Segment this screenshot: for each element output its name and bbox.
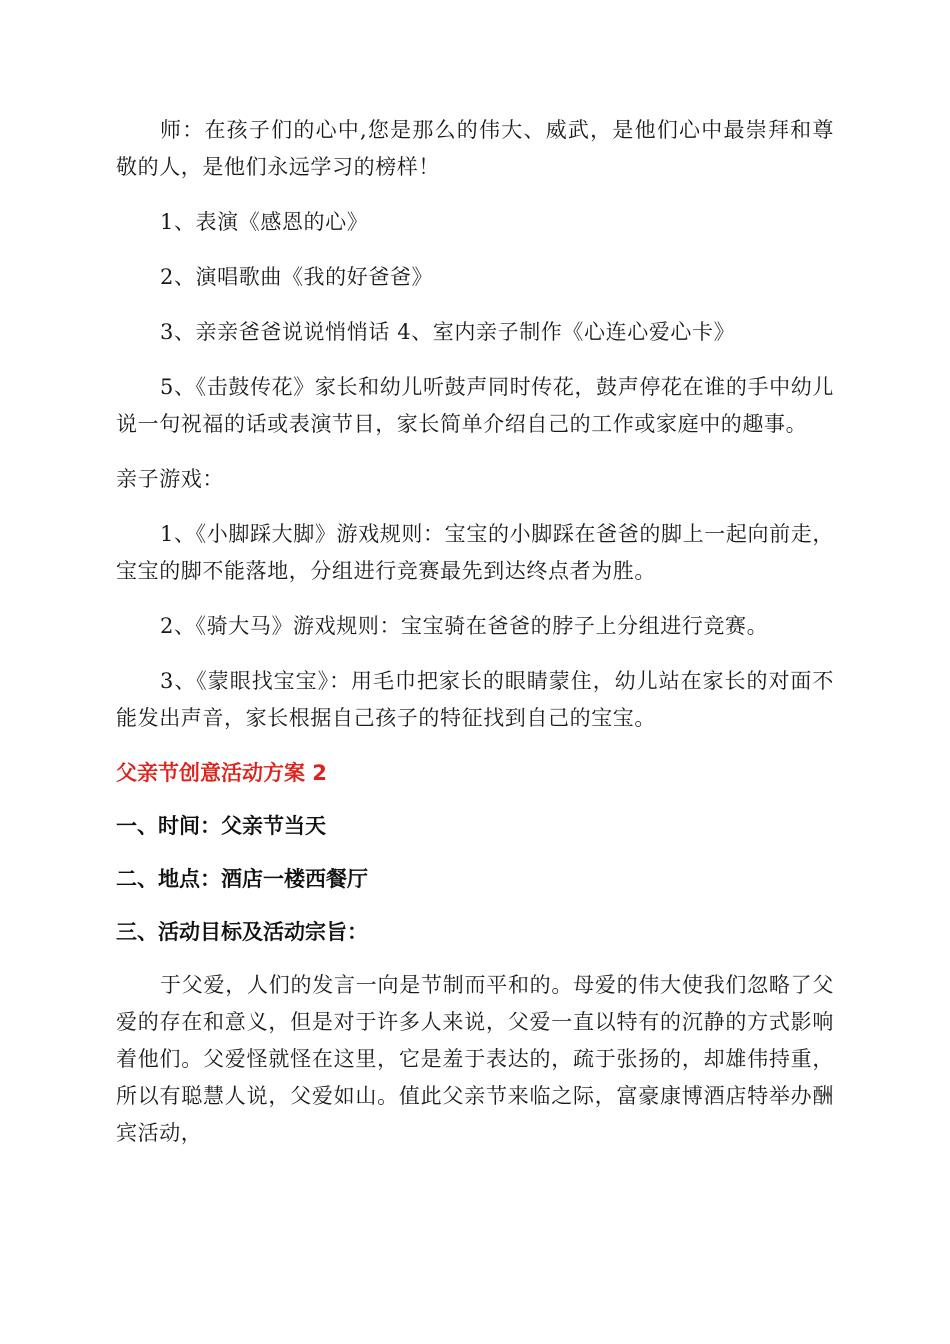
plan-item-goals: 三、活动目标及活动宗旨： bbox=[116, 920, 368, 944]
plan-item-location: 二、地点：酒店一楼西餐厅 bbox=[116, 867, 368, 891]
program-item-2: 2、演唱歌曲《我的好爸爸》 bbox=[160, 265, 434, 289]
plan-title: 父亲节创意活动方案 2 bbox=[116, 761, 327, 785]
plan-item-time: 一、时间：父亲节当天 bbox=[116, 814, 326, 838]
section-label-games: 亲子游戏： bbox=[116, 467, 224, 491]
game-item-2: 2、《骑大马》游戏规则：宝宝骑在爸爸的脖子上分组进行竞赛。 bbox=[160, 614, 769, 638]
program-item-5: 5、《击鼓传花》家长和幼儿听鼓声同时传花，鼓声停花在谁的手中幼儿说一句祝福的话或表演节目，家长简单介绍自己的工作或家庭中的趣事。 bbox=[116, 375, 834, 436]
intro-paragraph: 师：在孩子们的心中,您是那么的伟大、威武，是他们心中最崇拜和尊敬的人，是他们永远学习的榜样！ bbox=[116, 118, 834, 179]
closing-paragraph: 于父爱，人们的发言一向是节制而平和的。母爱的伟大使我们忽略了父爱的存在和意义，但是对于许多人来说，父爱一直以特有的沉静的方式影响着他们。父爱怪就怪在这里，它是羞于表达的，疏于张扬的，却雄伟持重，所以有聪慧人说，父爱如山。值此父亲节来临之际，富豪康博酒店特举办酬宾活动， bbox=[116, 973, 834, 1145]
document-body bbox=[116, 112, 834, 1152]
game-item-1: 1、《小脚踩大脚》游戏规则：宝宝的小脚踩在爸爸的脚上一起向前走，宝宝的脚不能落地，分组进行竞赛最先到达终点者为胜。 bbox=[116, 522, 834, 583]
program-item-1: 1、表演《感恩的心》 bbox=[160, 210, 369, 234]
game-item-3: 3、《蒙眼找宝宝》：用毛巾把家长的眼睛蒙住，幼儿站在家长的对面不能发出声音，家长根据自己孩子的特征找到自己的宝宝。 bbox=[116, 669, 834, 730]
program-item-3-4: 3、亲亲爸爸说说悄悄话 4、室内亲子制作《心连心爱心卡》 bbox=[160, 320, 736, 344]
